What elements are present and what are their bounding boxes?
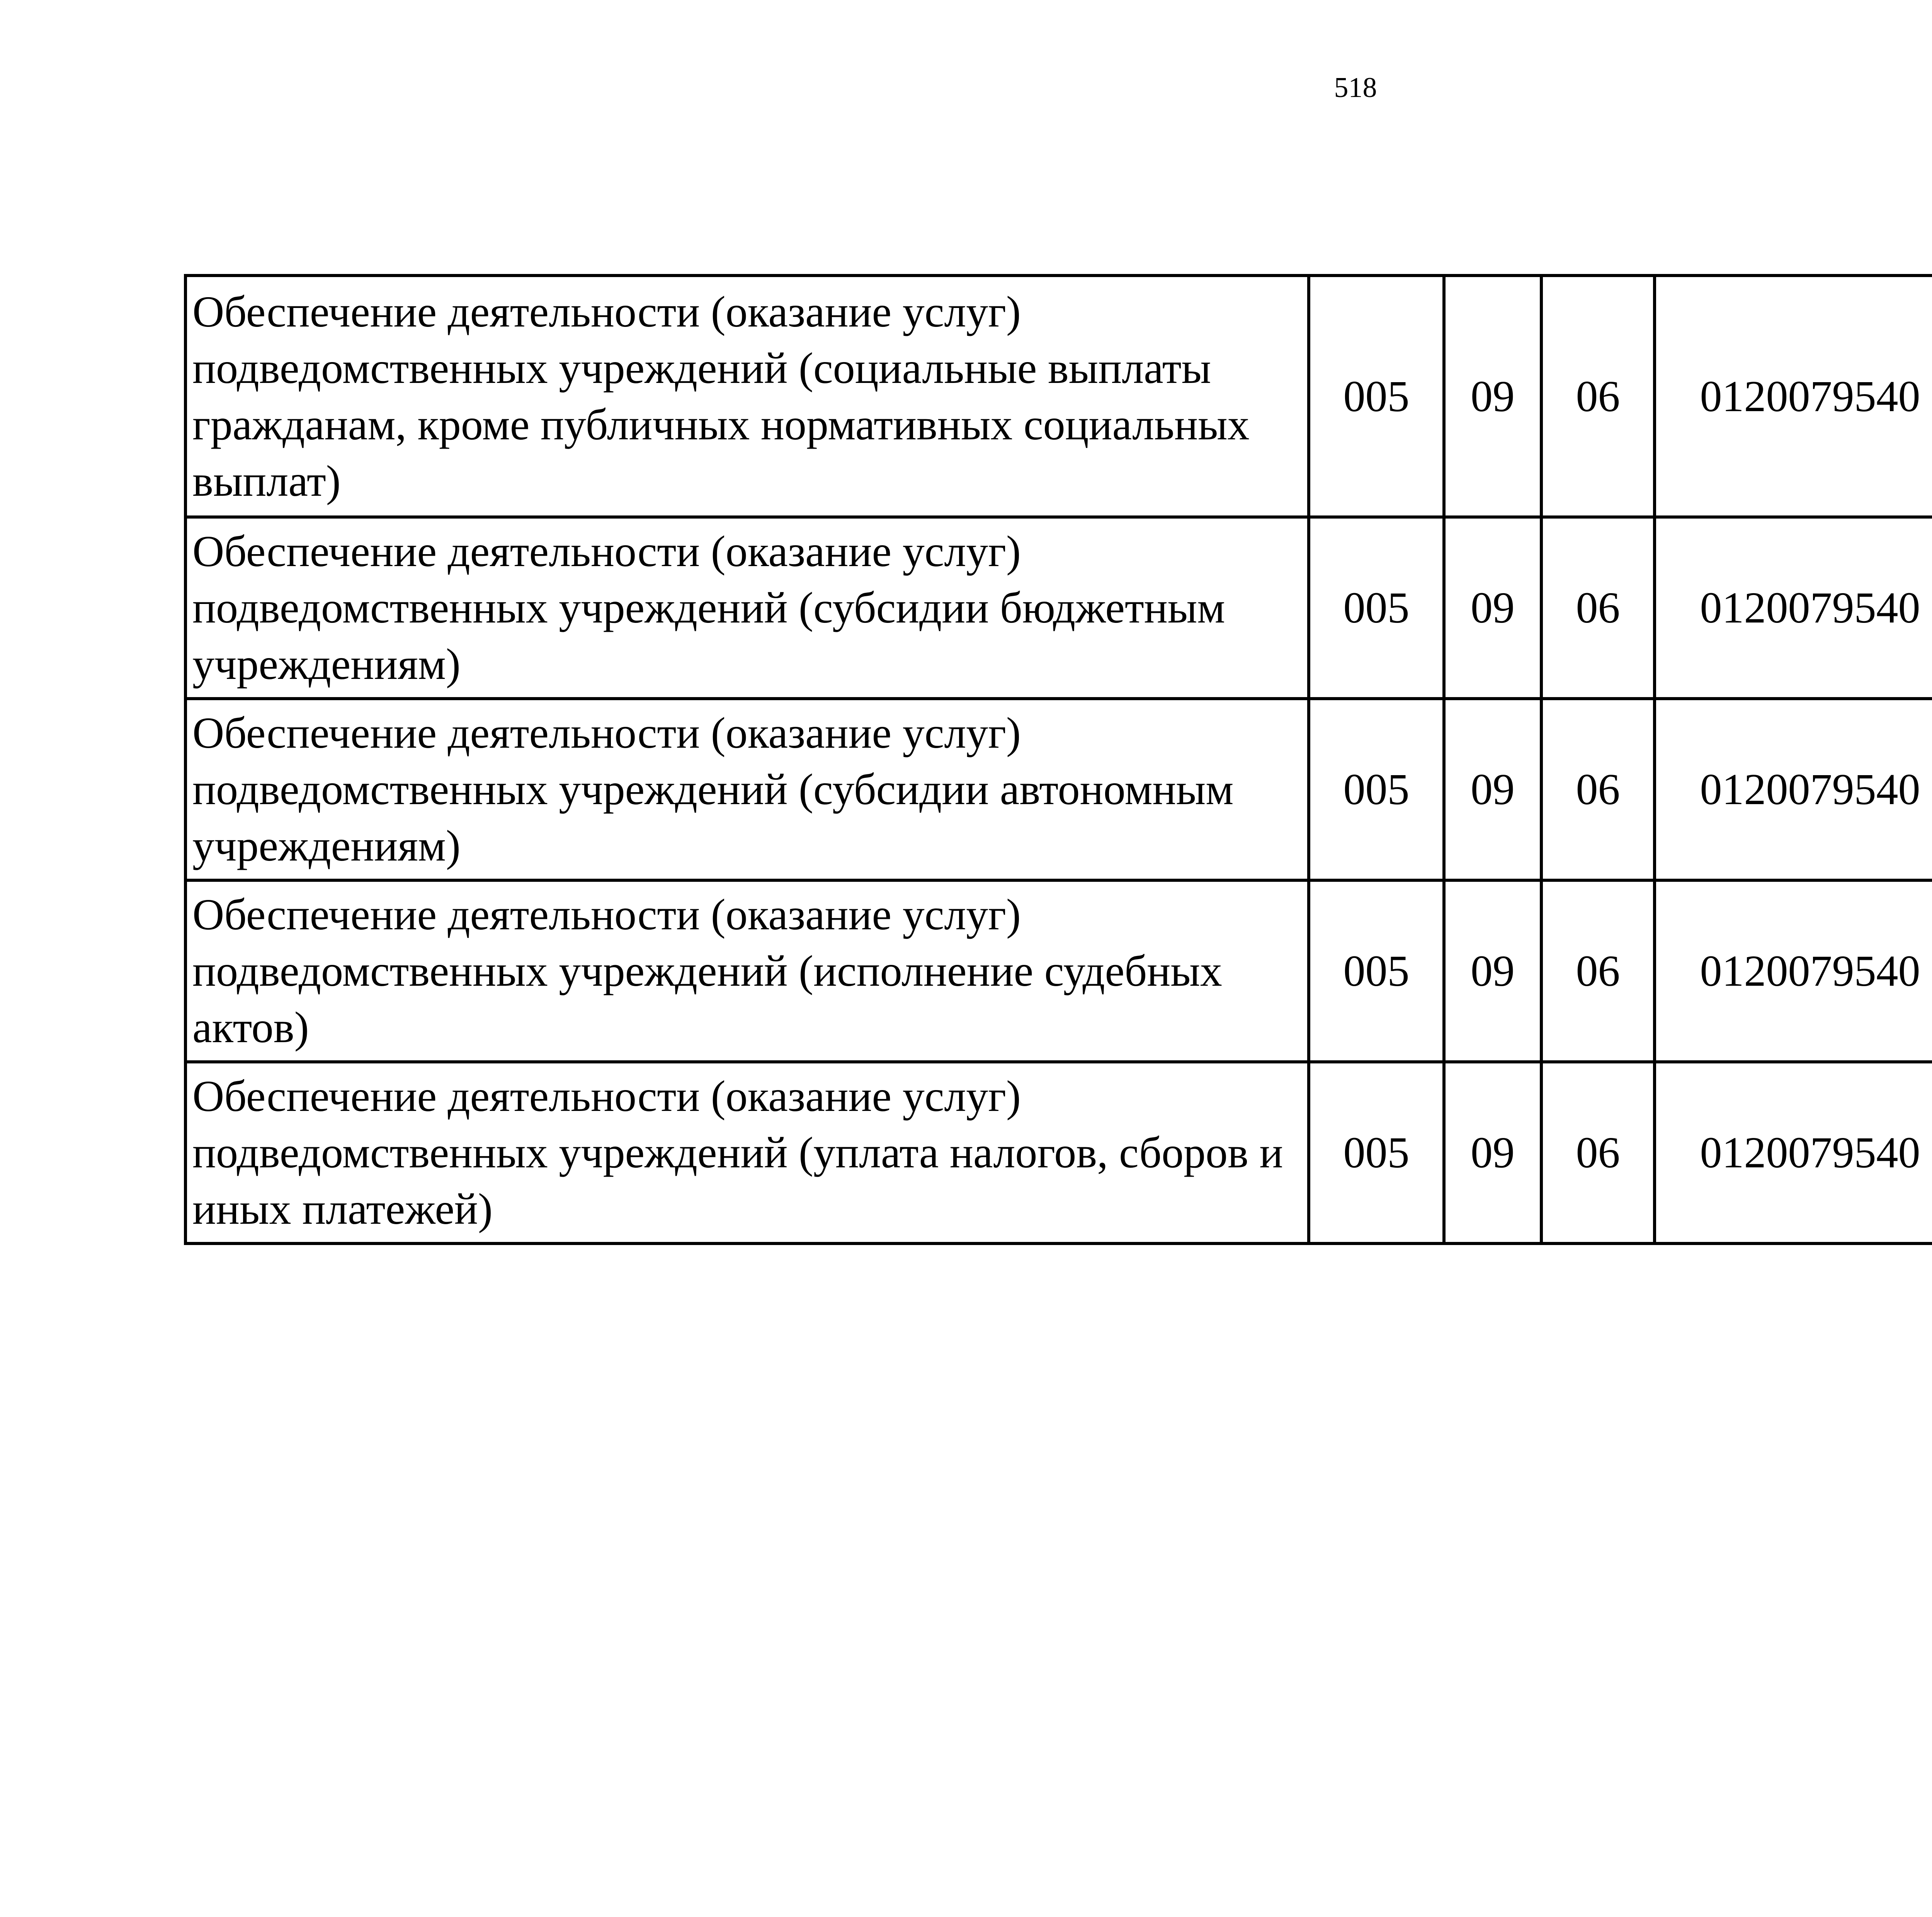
subsection-code: 06 — [1541, 699, 1655, 880]
table-row — [185, 517, 1932, 699]
ministry-code: 005 — [1309, 1062, 1444, 1243]
ministry-code: 005 — [1309, 276, 1444, 517]
subsection-code: 06 — [1541, 1062, 1655, 1243]
section-code: 09 — [1444, 276, 1541, 517]
table-row — [185, 276, 1932, 517]
ministry-code: 005 — [1309, 517, 1444, 699]
target-article-code: 0120079540 — [1655, 1062, 1932, 1243]
target-article-code: 0120079540 — [1655, 880, 1932, 1062]
subsection-code: 06 — [1541, 276, 1655, 517]
target-article-code: 0120079540 — [1655, 517, 1932, 699]
row-description: Обеспечение деятельности (оказание услуг) подведомственных учреждений (исполнение судебных актов) — [185, 880, 1309, 1062]
section-code: 09 — [1444, 699, 1541, 880]
section-code: 09 — [1444, 1062, 1541, 1243]
target-article-code: 0120079540 — [1655, 699, 1932, 880]
subsection-code: 06 — [1541, 517, 1655, 699]
ministry-code: 005 — [1309, 699, 1444, 880]
table-row — [185, 880, 1932, 1062]
row-description: Обеспечение деятельности (оказание услуг) подведомственных учреждений (социальные выплаты гражданам, кроме публичных нормативных социальных выплат) — [185, 276, 1309, 517]
target-article-code: 0120079540 — [1655, 276, 1932, 517]
row-description: Обеспечение деятельности (оказание услуг) подведомственных учреждений (субсидии автономным учреждениям) — [185, 699, 1309, 880]
page-number: 518 — [1334, 72, 1377, 104]
table-row — [185, 1062, 1932, 1243]
table-row — [185, 699, 1932, 880]
section-code: 09 — [1444, 517, 1541, 699]
section-code: 09 — [1444, 880, 1541, 1062]
ministry-code: 005 — [1309, 880, 1444, 1062]
budget-table — [184, 274, 1932, 1245]
subsection-code: 06 — [1541, 880, 1655, 1062]
row-description: Обеспечение деятельности (оказание услуг) подведомственных учреждений (субсидии бюджетным учреждениям) — [185, 517, 1309, 699]
row-description: Обеспечение деятельности (оказание услуг) подведомственных учреждений (уплата налогов, сборов и иных платежей) — [185, 1062, 1309, 1243]
